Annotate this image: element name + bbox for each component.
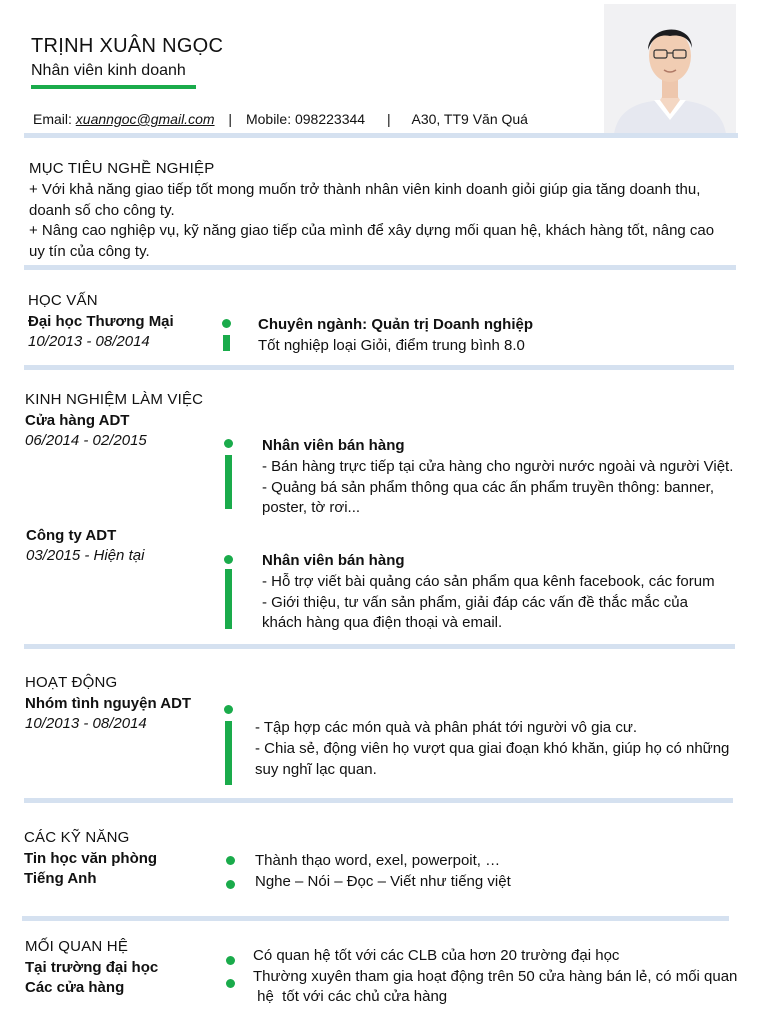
skill-name: Tin học văn phòng <box>24 850 158 867</box>
activity-line: suy nghĩ lạc quan. <box>255 761 377 778</box>
skill-description: Thành thạo word, exel, powerpoit, … <box>255 852 501 869</box>
section-divider <box>24 798 733 803</box>
section-divider <box>22 916 729 921</box>
section-divider <box>24 133 738 138</box>
school-name: Đại học Thương Mại <box>28 313 174 330</box>
section-heading-skills: CÁC KỸ NĂNG <box>24 829 130 846</box>
email-link[interactable]: xuanngoc@gmail.com <box>75 111 215 127</box>
activity-line: - Chia sẻ, động viên họ vượt qua giai đoạn khó khăn, giúp họ có những <box>255 740 730 757</box>
bullet-dot <box>224 705 233 714</box>
section-heading-objective: MỤC TIÊU NGHỀ NGHIỆP <box>29 160 215 177</box>
relation-name: Các cửa hàng <box>25 979 125 996</box>
section-heading-experience: KINH NGHIỆM LÀM VIỆC <box>25 391 204 408</box>
objective-line: + Nâng cao nghiệp vụ, kỹ năng giao tiếp của mình để xây dựng mối quan hệ, khách hàng tốt, nâng cao <box>29 222 715 239</box>
address-text: A30, TT9 Văn Quá <box>411 111 528 127</box>
job-duty: - Bán hàng trực tiếp tại cửa hàng cho người nước ngoài và người Việt. <box>262 458 734 475</box>
contact-separator: | <box>386 111 391 127</box>
education-period: 10/2013 - 08/2014 <box>28 333 150 350</box>
activity-line: - Tập hợp các món quà và phân phát tới người vô gia cư. <box>255 719 638 736</box>
section-divider <box>24 265 736 270</box>
skill-name: Tiếng Anh <box>24 870 97 887</box>
section-divider <box>24 644 735 649</box>
job-duty: - Quảng bá sản phẩm thông qua các ấn phẩm truyền thông: banner, <box>262 479 714 496</box>
objective-line: uy tín của công ty. <box>29 243 150 260</box>
relation-name: Tại trường đại học <box>25 959 159 976</box>
organization-name: Nhóm tình nguyện ADT <box>25 695 192 712</box>
bullet-dot <box>224 439 233 448</box>
portrait-photo <box>604 4 736 134</box>
job-duty: - Giới thiệu, tư vấn sản phẩm, giải đáp các vấn đề thắc mắc của <box>262 594 688 611</box>
bullet-dot <box>226 880 235 889</box>
objective-line: doanh số cho công ty. <box>29 202 175 219</box>
relation-description: Có quan hệ tốt với các CLB của hơn 20 trường đại học <box>253 947 620 964</box>
section-divider <box>24 365 734 370</box>
timeline-bar <box>225 455 232 509</box>
job-period: 06/2014 - 02/2015 <box>25 432 147 449</box>
contact-separator: | <box>228 111 233 127</box>
company-name: Công ty ADT <box>26 527 117 544</box>
activity-period: 10/2013 - 08/2014 <box>25 715 147 732</box>
skill-description: Nghe – Nói – Đọc – Viết như tiếng việt <box>255 873 511 890</box>
timeline-bar <box>225 569 232 629</box>
job-duty: khách hàng qua điện thoại và email. <box>262 614 503 631</box>
section-heading-activities: HOẠT ĐỘNG <box>25 674 118 691</box>
objective-line: + Với khả năng giao tiếp tốt mong muốn trở thành nhân viên kinh doanh giỏi giúp gia tăng doanh thu, <box>29 181 701 198</box>
relation-description: Thường xuyên tham gia hoạt động trên 50 cửa hàng bán lẻ, có mối quan <box>253 968 738 985</box>
relation-description: hệ tốt với các chủ cửa hàng <box>253 988 448 1005</box>
title-underline <box>31 85 196 89</box>
timeline-bar <box>223 335 230 351</box>
job-duty: poster, tờ rơi... <box>262 499 361 516</box>
contact-line <box>33 109 528 129</box>
mobile-text: Mobile: 098223344 <box>245 111 366 127</box>
section-heading-education: HỌC VẤN <box>28 292 98 309</box>
section-heading-relations: MỐI QUAN HỆ <box>25 938 129 955</box>
timeline-bar <box>225 721 232 785</box>
education-major: Chuyên ngành: Quản trị Doanh nghiệp <box>258 316 533 333</box>
bullet-dot <box>224 555 233 564</box>
job-duty: - Hỗ trợ viết bài quảng cáo sản phẩm qua kênh facebook, các forum <box>262 573 715 590</box>
bullet-dot <box>226 856 235 865</box>
bullet-dot <box>226 956 235 965</box>
job-title: Nhân viên kinh doanh <box>31 62 186 79</box>
email-label: Email: <box>33 111 76 127</box>
company-name: Cửa hàng ADT <box>25 412 130 429</box>
bullet-dot <box>226 979 235 988</box>
candidate-name: TRỊNH XUÂN NGỌC <box>31 35 224 57</box>
job-role: Nhân viên bán hàng <box>262 552 405 569</box>
education-detail: Tốt nghiệp loại Giỏi, điểm trung bình 8.0 <box>258 337 525 354</box>
job-role: Nhân viên bán hàng <box>262 437 405 454</box>
bullet-dot <box>222 319 231 328</box>
job-period: 03/2015 - Hiện tại <box>26 547 145 564</box>
